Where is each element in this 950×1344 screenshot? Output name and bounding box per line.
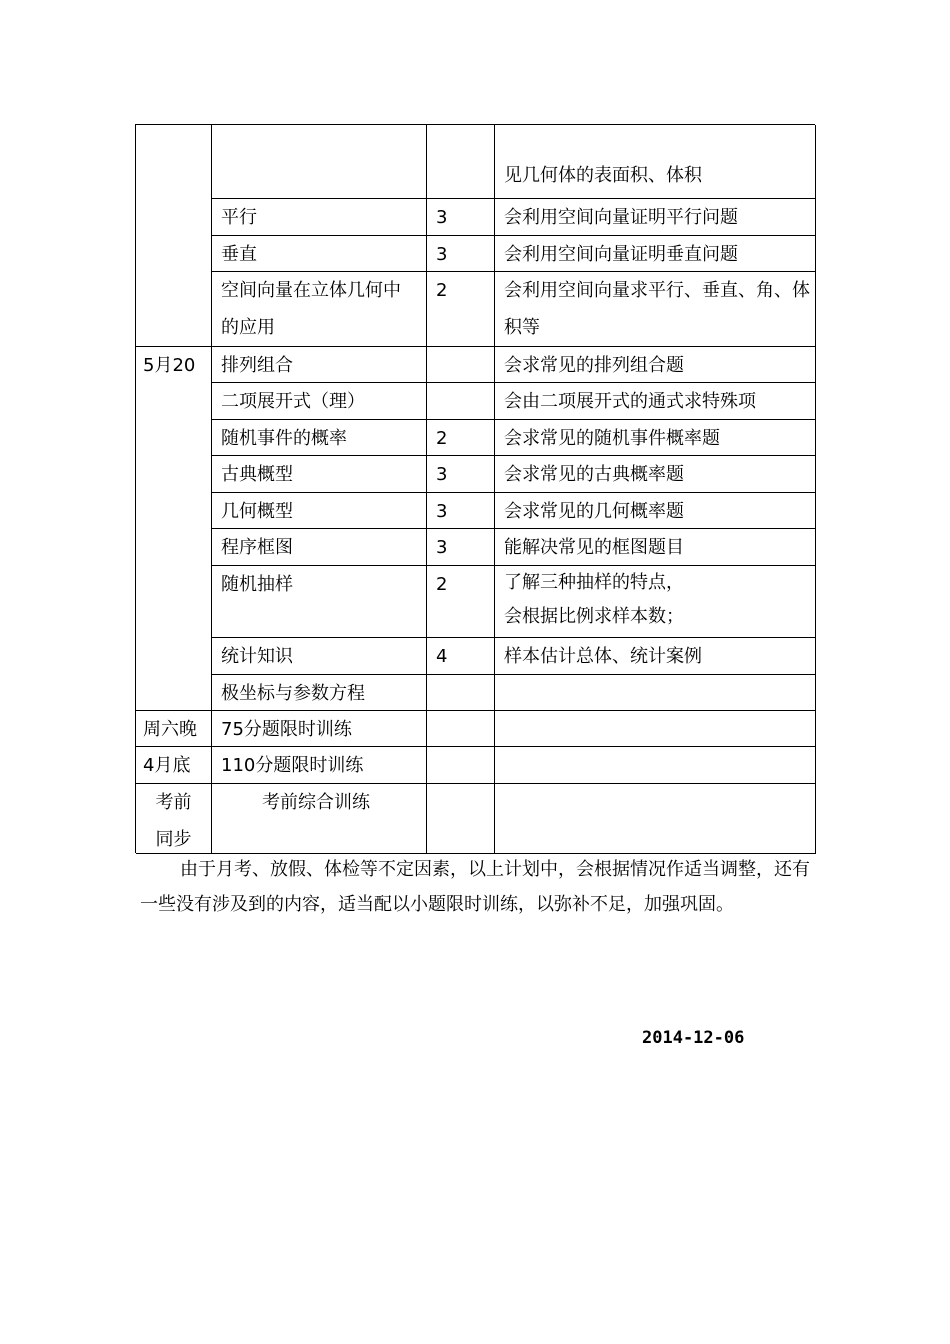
topic-cell — [212, 125, 427, 199]
goal-line-1: 会利用空间向量求平行、垂直、角、体 — [504, 280, 810, 301]
goal-cell: 会求常见的几何概率题 — [495, 493, 816, 529]
topic-cell: 排列组合 — [212, 347, 427, 383]
goal-cell: 会由二项展开式的通式求特殊项 — [495, 383, 816, 420]
goal-cell: 会利用空间向量证明垂直问题 — [495, 236, 816, 272]
date-cell-blank — [136, 125, 212, 347]
topic-cell: 垂直 — [212, 236, 427, 272]
hours-cell — [427, 747, 495, 784]
goal-cell: 能解决常见的框图题目 — [495, 529, 816, 566]
goal-cell — [495, 566, 816, 638]
topic-cell: 平行 — [212, 199, 427, 236]
date-cell-may20: 5月20 — [136, 347, 212, 711]
hours-cell: 3 — [427, 493, 495, 529]
topic-cell: 考前综合训练 — [212, 784, 427, 854]
document-date: 2014-12-06 — [642, 1028, 745, 1048]
goal-cell: 会求常见的古典概率题 — [495, 456, 816, 493]
goal-cell: 见几何体的表面积、体积 — [495, 125, 816, 199]
topic-cell: 随机事件的概率 — [212, 420, 427, 456]
date-line-2: 同步 — [155, 829, 192, 850]
topic-cell: 极坐标与参数方程 — [212, 675, 427, 711]
hours-cell: 2 — [427, 566, 495, 638]
goal-cell: 样本估计总体、统计案例 — [495, 638, 816, 675]
goal-cell: 会求常见的随机事件概率题 — [495, 420, 816, 456]
hours-cell: 4 — [427, 638, 495, 675]
hours-cell: 3 — [427, 456, 495, 493]
date-line-1: 考前 — [155, 792, 192, 813]
hours-cell: 2 — [427, 272, 495, 347]
topic-cell: 几何概型 — [212, 493, 427, 529]
topic-line-2: 的应用 — [221, 317, 275, 338]
goal-line-1: 了解三种抽样的特点， — [504, 572, 684, 593]
goal-line-2: 积等 — [504, 317, 540, 338]
hours-cell: 2 — [427, 420, 495, 456]
goal-line-2: 会根据比例求样本数； — [504, 606, 684, 627]
goal-cell: 会求常见的排列组合题 — [495, 347, 816, 383]
topic-cell — [212, 272, 427, 347]
hours-cell — [427, 125, 495, 199]
goal-cell — [495, 272, 816, 347]
date-cell-saturday: 周六晚 — [136, 711, 212, 747]
hours-cell — [427, 711, 495, 747]
topic-cell: 110分题限时训练 — [212, 747, 427, 784]
hours-cell — [427, 383, 495, 420]
hours-cell: 3 — [427, 199, 495, 236]
closing-paragraph: 由于月考、放假、体检等不定因素，以上计划中，会根据情况作适当调整，还有一些没有涉及到的内容，适当配以小题限时训练，以弥补不足，加强巩固。 — [140, 859, 810, 915]
hours-cell — [427, 784, 495, 854]
topic-cell: 统计知识 — [212, 638, 427, 675]
goal-cell — [495, 747, 816, 784]
topic-cell: 二项展开式（理） — [212, 383, 427, 420]
hours-cell: 3 — [427, 529, 495, 566]
goal-cell — [495, 711, 816, 747]
schedule-table — [135, 124, 815, 853]
topic-cell: 程序框图 — [212, 529, 427, 566]
goal-cell — [495, 784, 816, 854]
topic-cell: 随机抽样 — [212, 566, 427, 638]
hours-cell: 3 — [427, 236, 495, 272]
goal-cell: 会利用空间向量证明平行问题 — [495, 199, 816, 236]
topic-cell: 75分题限时训练 — [212, 711, 427, 747]
hours-cell — [427, 675, 495, 711]
hours-cell — [427, 347, 495, 383]
topic-cell: 古典概型 — [212, 456, 427, 493]
topic-line-1: 空间向量在立体几何中 — [221, 280, 401, 301]
date-cell-pre-exam — [136, 784, 212, 854]
date-cell-april-end: 4月底 — [136, 747, 212, 784]
goal-cell — [495, 675, 816, 711]
